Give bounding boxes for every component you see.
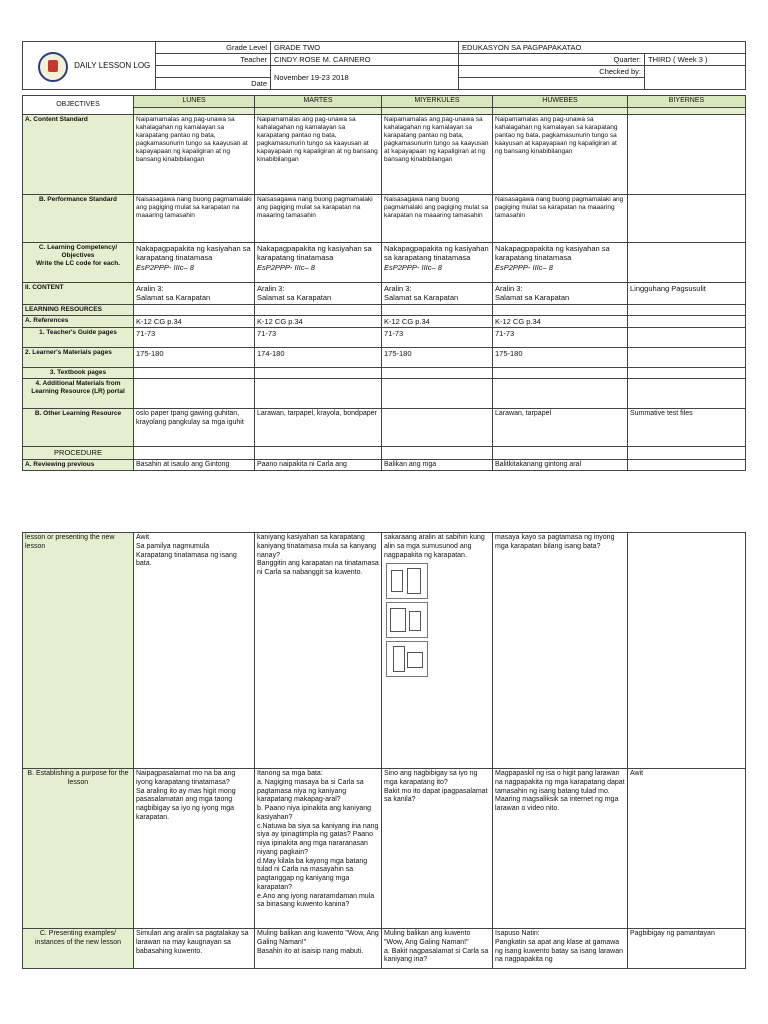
quarter-value: THIRD ( Week 3 ) (645, 54, 746, 66)
row-label-additional-materials: 4. Additional Materials from Learning Resource (LR) portal (23, 379, 134, 409)
examples-cell: Pagbibigay ng pamantayan (628, 929, 746, 969)
illustration-image (386, 563, 428, 599)
competency-label: C. Learning Competency/ Objectives (38, 243, 118, 259)
row-label-learners-materials: 2. Learner's Materials pages (23, 348, 134, 368)
empty-cell (628, 379, 746, 409)
empty-cell (255, 379, 382, 409)
teachers-guide-cell (628, 328, 746, 348)
empty-cell (382, 447, 493, 459)
teachers-guide-cell: 71-73 (493, 328, 628, 348)
day-subheader (382, 107, 493, 114)
content-cell: Aralin 3: Salamat sa Karapatan (255, 282, 382, 304)
content-cell: Lingguhang Pagsusulit (628, 282, 746, 304)
illustration-image (386, 602, 428, 638)
empty-cell (134, 447, 255, 459)
competency-code: EsP2PPP- IIIc– 8 (384, 262, 442, 272)
competency-code: EsP2PPP- IIIc– 8 (136, 262, 194, 272)
learners-materials-cell: 175-180 (382, 348, 493, 368)
deped-seal-icon (38, 52, 68, 82)
teachers-guide-cell: 71-73 (255, 328, 382, 348)
empty-cell (493, 447, 628, 459)
performance-standard-cell: Naisasagawa nang buong pagmamalaki ang pagiging mulat sa karapatan na maaaring tamasahin (382, 194, 493, 242)
learners-materials-cell: 174-180 (255, 348, 382, 368)
learners-materials-cell (628, 348, 746, 368)
empty-cell (628, 368, 746, 379)
checked-by-label: Checked by: (459, 66, 645, 78)
competency-text: Nakapagpapakita ng kasiyahan sa karapatang tinatamasa (495, 243, 610, 263)
content-cell: Aralin 3: Salamat sa Karapatan (134, 282, 255, 304)
row-label-textbook: 3. Textbook pages (23, 368, 134, 379)
performance-standard-cell: Naisasagawa nang buong pagmamalaki ang pagiging mulat sa karapatan na maaaring tamasahin (255, 194, 382, 242)
other-resources-cell: Summative test files (628, 409, 746, 447)
grade-level-value: GRADE TWO (271, 42, 459, 54)
lesson-table-page1 (22, 95, 746, 471)
teachers-guide-cell: 71-73 (134, 328, 255, 348)
competency-cell-wed (382, 242, 493, 282)
reviewing-cont-cell (628, 533, 746, 769)
quarter-label: Quarter: (459, 54, 645, 66)
empty-cell (493, 368, 628, 379)
row-label-content-standard: A. Content Standard (23, 114, 134, 194)
learners-materials-cell: 175-180 (493, 348, 628, 368)
competency-sublabel: Write the LC code for each. (35, 260, 121, 267)
empty-cell (134, 368, 255, 379)
checked-by-spacer (459, 78, 645, 90)
header-table (22, 41, 746, 90)
other-resources-cell: oslo paper tpang gawing guhitan, krayolang pangkulay sa mga iguhit (134, 409, 255, 447)
reviewing-cell: Balitkitakanang gintong aral (493, 459, 628, 471)
competency-text: Nakapagpapakita ng kasiyahan sa karapatang tinatamasa (384, 243, 489, 263)
purpose-cell: Awit (628, 769, 746, 929)
row-label-performance-standard: B. Performance Standard (23, 194, 134, 242)
content-standard-cell: Naipamamalas ang pag-unawa sa kahalagahan ng kamalayan sa karapatang pantao ng bata, pagkamasunurin tungo sa kaayusan at kapayapaan ng kapaligiran at ng bansang kinabibilangan (382, 114, 493, 194)
lesson-table-page2 (22, 532, 746, 969)
other-resources-cell (382, 409, 493, 447)
competency-cell-mon (134, 242, 255, 282)
examples-cell: Isapuso Natin: Pangkatin sa apat ang klase at gamawa ng isang kuwento batay sa isang larawan na nagpapakita ng (493, 929, 628, 969)
reviewing-cell: Basahin at isaulo ang Gintong (134, 459, 255, 471)
day-subheader (628, 107, 746, 114)
day-subheader (134, 107, 255, 114)
dll-title: DAILY LESSON LOG (74, 60, 151, 70)
empty-cell (382, 379, 493, 409)
day-header-tue: MARTES (255, 96, 382, 108)
subject-value: EDUKASYON SA PAGPAPAKATAO (459, 42, 746, 54)
objectives-header: OBJECTIVES (23, 96, 134, 115)
day-header-mon: LUNES (134, 96, 255, 108)
empty-cell (628, 304, 746, 315)
references-cell: K-12 CG p.34 (382, 315, 493, 327)
content-standard-cell: Naipamamalas ang pag-unawa sa kahalagahan ng kamalayan sa karapatang pantao ng bata, pagkamasunurin tungo sa kaayusan at kapayapaan ng kapaligiran at ng bansang kinabibilangan (134, 114, 255, 194)
empty-cell (255, 447, 382, 459)
row-label-purpose: B. Establishing a purpose for the lesson (23, 769, 134, 929)
competency-code: EsP2PPP- IIIc– 8 (257, 262, 315, 272)
purpose-cell: Naipagpasalamat mo na ba ang iyong karapatang tinatamasa? Sa araling ito ay mas higit mong pasasalamatan ang mga taong nagbibigay sa iyo ng iyong mga karapatan. (134, 769, 255, 929)
references-cell: K-12 CG p.34 (493, 315, 628, 327)
other-resources-cell: Larawan, tarpapel (493, 409, 628, 447)
header-logo-cell (23, 42, 156, 90)
content-cell: Aralin 3: Salamat sa Karapatan (382, 282, 493, 304)
competency-cell-tue (255, 242, 382, 282)
date-label: Date (156, 78, 271, 90)
reviewing-cell: Balikan ang mga (382, 459, 493, 471)
day-header-wed: MIYERKULES (382, 96, 493, 108)
illustration-image (386, 641, 428, 677)
teacher-label: Teacher (156, 54, 271, 66)
performance-standard-cell: Naisasagawa nang buong pagmamalaki ang pagiging mulat sa karapatan na maaaring tamasahin (493, 194, 628, 242)
row-label-content: II. CONTENT (23, 282, 134, 304)
examples-cell: Muling balikan ang kuwento "Wow, Ang Galing Naman!" a. Bakit nagpasalamat si Carla sa kaniyang ina? (382, 929, 493, 969)
performance-standard-cell: Naisasagawa nang buong pagmamalaki ang pagiging mulat sa karapatan na maaaring tamasahin (134, 194, 255, 242)
date-label-top (156, 66, 271, 78)
other-resources-cell: Larawan, tarpapel, krayola, bondpaper (255, 409, 382, 447)
references-cell: K-12 CG p.34 (255, 315, 382, 327)
competency-text: Nakapagpapakita ng kasiyahan sa karapatang tinatamasa (257, 243, 372, 263)
row-label-competency (23, 242, 134, 282)
reviewing-cont-text: sakaraang aralin at sabihin kung alin sa mga sumusunod ang nagpapakita ng karapatan. (384, 534, 485, 559)
purpose-cell: Magpapaskil ng isa o higit pang larawan na nagpapakita ng mga karapatang dapat tamasahin ng isang batang tulad mo. Maaring magsaliksik sa internet ng mga larawan o video nito. (493, 769, 628, 929)
references-cell: K-12 CG p.34 (134, 315, 255, 327)
reviewing-cell: Paano naipakita ni Carla ang (255, 459, 382, 471)
competency-code: EsP2PPP- IIIc– 8 (495, 262, 553, 272)
empty-cell (382, 304, 493, 315)
competency-cell-thu (493, 242, 628, 282)
row-label-other-resources: B. Other Learning Resource (23, 409, 134, 447)
empty-cell (493, 304, 628, 315)
examples-cell: Muling balikan ang kuwento "Wow, Ang Galing Naman!" Basahin ito at isaisip nang mabuti. (255, 929, 382, 969)
row-label-examples: C. Presenting examples/ instances of the new lesson (23, 929, 134, 969)
reviewing-cont-cell-wed (382, 533, 493, 769)
row-label-reviewing-cont: lesson or presenting the new lesson (23, 533, 134, 769)
teachers-guide-cell: 71-73 (382, 328, 493, 348)
content-standard-cell: Naipamamalas ang pag-unawa sa kahalagahan ng kamalayan sa karapatang pantao ng bata, pagkamasunurin tungo sa kaayusan at kapayapaan ng kapaligiran at ng bansang kinabibilangan (255, 114, 382, 194)
content-standard-cell: Naipamamalas ang pag-unawa sa kahalagahan ng kamalayan sa karapatang pantao ng bata, pagkamasunurin tungo sa kaayusan at kapayapaan ng kapaligiran at ng bansang kinabibilangan (493, 114, 628, 194)
competency-text: Nakapagpapakita ng kasiyahan sa karapatang tinatamasa (136, 243, 251, 263)
day-subheader (255, 107, 382, 114)
day-subheader (493, 107, 628, 114)
reviewing-cont-cell: masaya kayo sa pagtamasa ng inyong mga karapatan bilang isang bata? (493, 533, 628, 769)
purpose-cell: Sino ang nagbibigay sa iyo ng mga karapatang ito? Bakit mo ito dapat ipagpasalamat sa kanila? (382, 769, 493, 929)
empty-cell (628, 447, 746, 459)
empty-cell (493, 379, 628, 409)
reviewing-cell (628, 459, 746, 471)
row-label-references: A. References (23, 315, 134, 327)
performance-standard-cell (628, 194, 746, 242)
day-header-thu: HUWEBES (493, 96, 628, 108)
competency-cell-fri (628, 242, 746, 282)
teacher-value: CINDY ROSE M. CARNERO (271, 54, 459, 66)
reviewing-cont-cell: kaniyang kasiyahan sa karapatang kaniyang tinatamasa mula sa kanyang nanay? Banggitin ang karapatan na tinatamasa ni Carla sa nabanggit sa kuwento. (255, 533, 382, 769)
content-standard-cell (628, 114, 746, 194)
row-label-reviewing: A. Reviewing previous (23, 459, 134, 471)
reviewing-cont-cell: Awit Sa pamilya nagmumula Karapatang tinatamasa ng isang bata. (134, 533, 255, 769)
learners-materials-cell: 175-180 (134, 348, 255, 368)
row-label-teachers-guide: 1. Teacher's Guide pages (23, 328, 134, 348)
day-header-fri: BIYERNES (628, 96, 746, 108)
empty-cell (255, 368, 382, 379)
content-cell: Aralin 3: Salamat sa Karapatan (493, 282, 628, 304)
grade-level-label: Grade Level (156, 42, 271, 54)
date-value: November 19-23 2018 (271, 66, 459, 90)
row-label-learning-resources: LEARNING RESOURCES (23, 304, 134, 315)
empty-cell (382, 368, 493, 379)
references-cell (628, 315, 746, 327)
checked-by-value (645, 66, 746, 90)
row-label-procedure: PROCEDURE (23, 447, 134, 459)
empty-cell (255, 304, 382, 315)
empty-cell (134, 379, 255, 409)
empty-cell (134, 304, 255, 315)
purpose-cell: Itanong sa mga bata: a. Nagiging masaya ba si Carla sa pagtamasa niya ng kaniyang karapatang makapag-aral? b. Paano niya ipinakita ang kaniyang kasiyahan? c.Natuwa ba siya sa kaniyang ina nang siya ay ipinagtimpla ng gatas? Paano niya ipinakita ang mga nararanasan niyang pagkain? d.May kilala ba kayong mga batang tulad ni Carla na masayahin sa pagtanggap ng kaniyang mga karapatan? e.Ano ang iyong nararamdaman mula sa binasang kuwento kanina? (255, 769, 382, 929)
examples-cell: Simulan ang aralin sa pagtalakay sa larawan na may kaugnayan sa babasahing kuwento. (134, 929, 255, 969)
